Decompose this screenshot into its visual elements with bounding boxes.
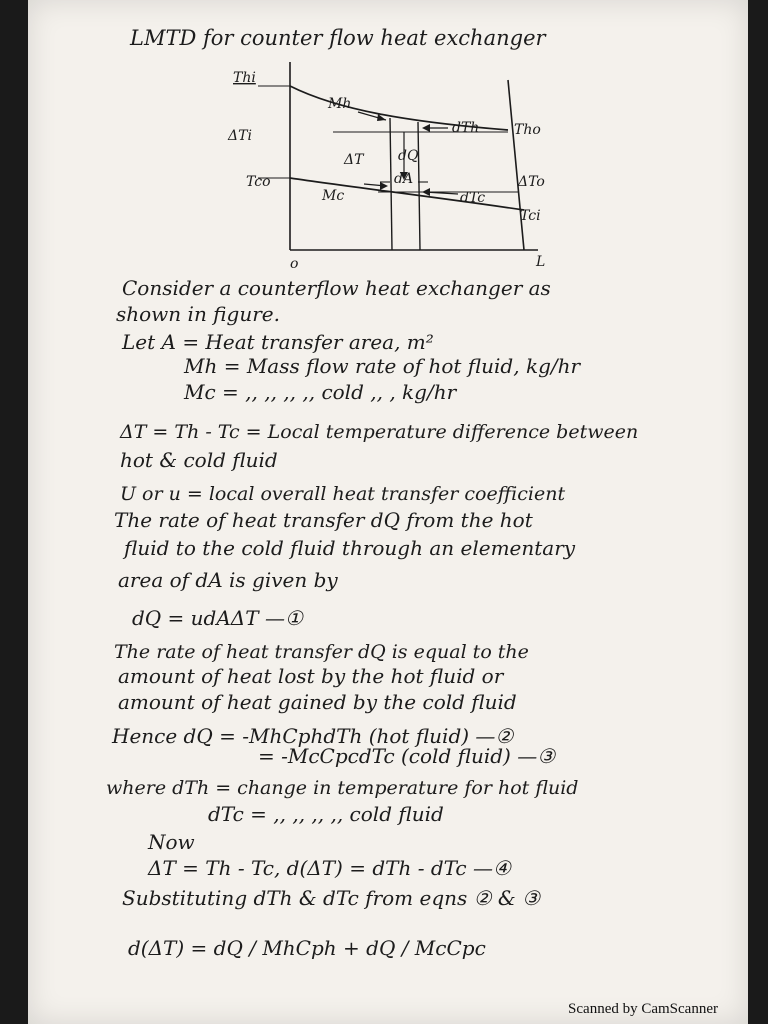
text-line: Consider a counterflow heat exchanger as <box>122 276 551 300</box>
text-line: hot & cold fluid <box>120 448 278 472</box>
mc-arrowhead <box>380 182 388 190</box>
text-line: Mh = Mass flow rate of hot fluid, kg/hr <box>184 354 581 378</box>
notebook-page <box>28 0 748 1024</box>
label-at: ΔT <box>344 152 364 168</box>
text-line: The rate of heat transfer dQ from the hot <box>114 508 533 532</box>
label-tco: Tco <box>246 174 271 190</box>
scanner-watermark: Scanned by CamScanner <box>568 1001 718 1017</box>
text-line: U or u = local overall heat transfer coefficient <box>120 483 566 505</box>
text-line: ΔT = Th - Tc = Local temperature difference between <box>120 421 639 443</box>
label-da: dA <box>394 171 414 187</box>
label-dth: dTh <box>452 120 480 136</box>
label-mh: Mh <box>328 96 352 112</box>
text-line: dTc = ,, ,, ,, ,, cold fluid <box>208 802 444 826</box>
label-ato: ΔTo <box>518 174 545 190</box>
dtc-arrowhead <box>422 188 430 196</box>
text-line: where dTh = change in temperature for hot fluid <box>106 777 579 799</box>
label-dtc: dTc <box>460 190 486 206</box>
label-tho: Tho <box>514 122 541 138</box>
label-xend: L <box>536 254 546 270</box>
label-mc: Mc <box>322 188 345 204</box>
page-title: LMTD for counter flow heat exchanger <box>130 26 546 50</box>
text-line: amount of heat gained by the cold fluid <box>118 690 517 714</box>
element-left-line <box>390 118 392 250</box>
label-dq: dQ <box>398 148 419 164</box>
text-line: Substituting dTh & dTc from eqns ② & ③ <box>122 886 541 910</box>
text-line: amount of heat lost by the hot fluid or <box>118 664 504 688</box>
label-thi: Thi <box>233 70 256 86</box>
label-origin: o <box>290 256 299 270</box>
equation-4: ΔT = Th - Tc, d(ΔT) = dTh - dTc —④ <box>148 856 511 880</box>
equation-1: dQ = udAΔT —① <box>132 606 303 630</box>
label-ati: ΔTi <box>228 128 252 144</box>
text-line: Let A = Heat transfer area, m² <box>122 330 434 354</box>
equation-3: = -McCpcdTc (cold fluid) —③ <box>258 744 556 768</box>
text-line: Mc = ,, ,, ,, ,, cold ,, , kg/hr <box>184 380 457 404</box>
element-right-line <box>418 122 420 250</box>
outlet-boundary-line <box>508 80 524 250</box>
text-line: Now <box>148 830 195 854</box>
text-line: area of dA is given by <box>118 568 338 592</box>
dth-arrowhead <box>422 124 430 132</box>
text-line: shown in figure. <box>116 302 280 326</box>
label-tci: Tci <box>520 208 541 224</box>
counterflow-diagram <box>28 0 748 270</box>
equation-2: Hence dQ = -MhCphdTh (hot fluid) —② <box>112 724 514 748</box>
text-line: fluid to the cold fluid through an elementary <box>124 536 576 560</box>
final-equation: d(ΔT) = dQ / MhCph + dQ / McCpc <box>128 936 486 960</box>
text-line: The rate of heat transfer dQ is equal to the <box>114 641 529 663</box>
